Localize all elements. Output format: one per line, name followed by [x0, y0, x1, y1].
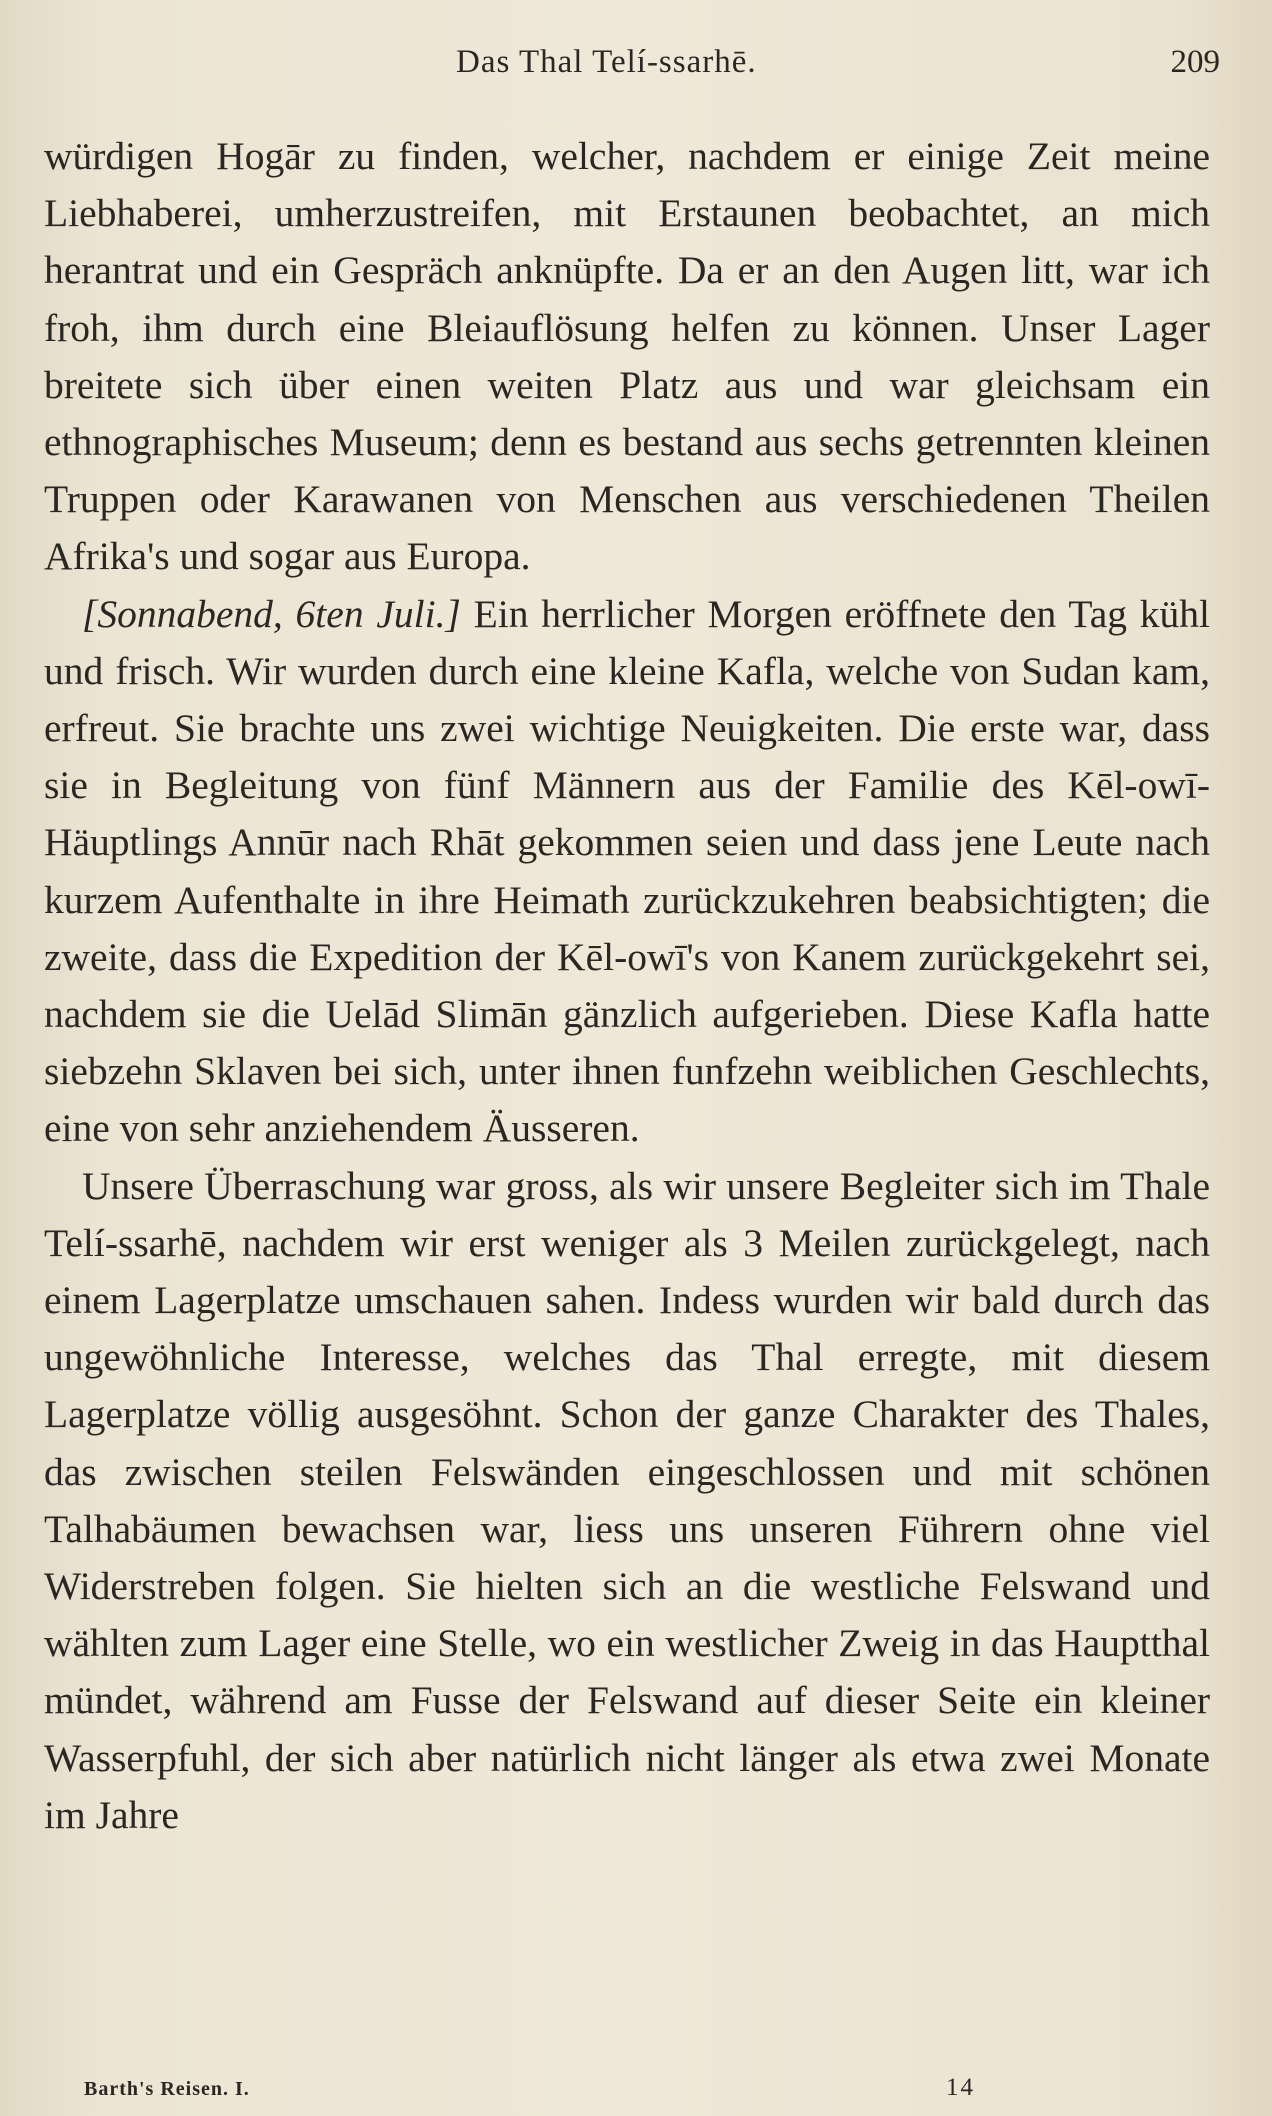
paragraph-3: Unsere Überraschung war gross, als wir unsere Begleiter sich im Thale Telí-ssarhē, nachdem wir erst weniger als 3 Meilen zurückgelegt, nach einem Lagerplatze umschauen sahen. Indess wurden wir bald durch das ungewöhnliche Interesse, welches das Thal erregte, mit diesem Lagerplatze völlig ausgesöhnt. Schon der ganze Charakter des Thales, das zwischen steilen Felswänden eingeschlossen und mit schönen Talhabäumen bewachsen war, liess uns unseren Führern ohne viel Widerstreben folgen. Sie hielten sich an die westliche Felswand und wählten zum Lager eine Stelle, wo ein westlicher Zweig in das Hauptthal mündet, während am Fusse der Felswand auf dieser Seite ein kleiner Wasserpfuhl, der sich aber natürlich nicht länger als etwa zwei Monate im Jahre: [44, 1163, 1210, 1837]
signature-mark: Barth's Reisen. I.: [84, 2078, 250, 2100]
running-head: [0, 44, 1272, 88]
date-heading: [Sonnabend, 6ten Juli.]: [82, 591, 461, 636]
paragraph-1: würdigen Hogār zu finden, welcher, nachdem er einige Zeit meine Liebhaberei, umherzustreifen, mit Erstaunen beobachtet, an mich herantrat und ein Gespräch anknüpfte. Da er an den Augen litt, war ich froh, ihm durch eine Bleiauflösung helfen zu können. Unser Lager breitete sich über einen weiten Platz aus und war gleichsam ein ethnographisches Museum; denn es bestand aus sechs getrennten kleinen Truppen oder Karawanen von Menschen aus verschiedenen Theilen Afrika's und sogar aus Europa.: [44, 134, 1210, 579]
body-text: [44, 128, 1210, 1844]
page-footer: [0, 2074, 1272, 2108]
sheet-number: 14: [946, 2074, 975, 2101]
page-title: Das Thal Telí-ssarhē.: [456, 44, 757, 80]
paragraph-2-text: Ein herrlicher Morgen eröffnete den Tag kühl und frisch. Wir wurden durch eine kleine Kafla, welche von Sudan kam, erfreut. Sie brachte uns zwei wichtige Neuigkeiten. Die erste war, dass sie in Begleitung von fünf Männern aus der Familie des Kēl-owī-Häuptlings Annūr nach Rhāt gekommen seien und dass jene Leute nach kurzem Aufenthalte in ihre Heimath zurückzukehren beabsichtigten; die zweite, dass die Expedition der Kēl-owī's von Kanem zurückgekehrt sei, nachdem sie die Uelād Slimān gänzlich aufgerieben. Diese Kafla hatte siebzehn Sklaven bei sich, unter ihnen funfzehn weiblichen Geschlechts, eine von sehr anziehendem Äusseren.: [44, 591, 1211, 1151]
page-number: 209: [1170, 44, 1220, 80]
paragraph-2: [44, 586, 1210, 1158]
